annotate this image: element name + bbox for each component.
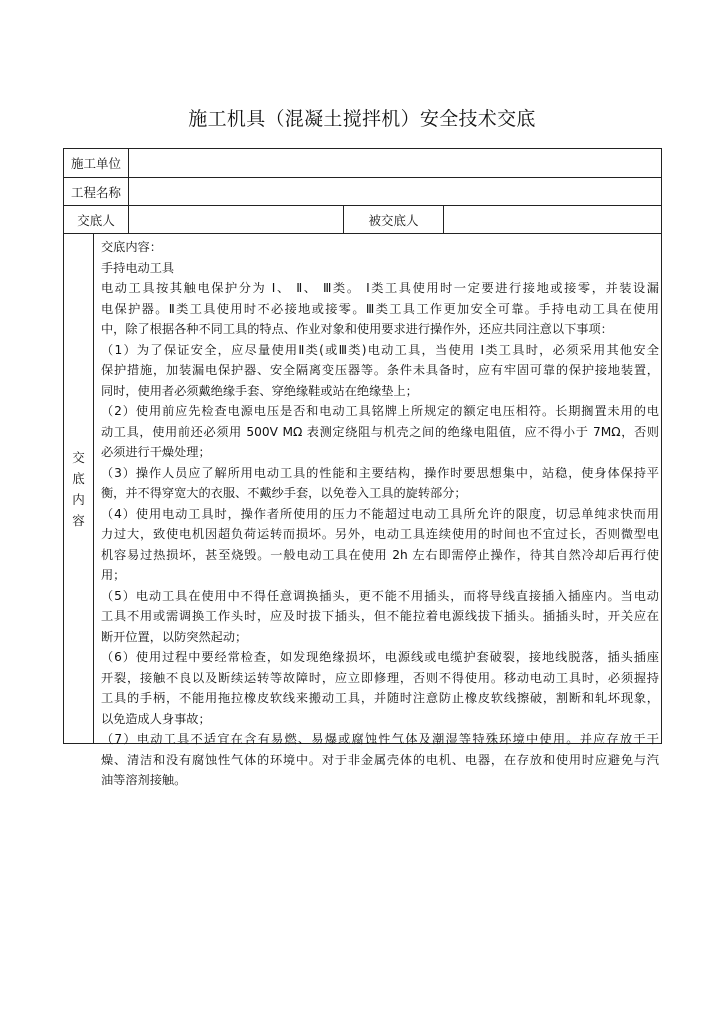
document-title: 施工机具（混凝土搅拌机）安全技术交底 <box>188 108 536 130</box>
content-paragraph <box>101 504 659 586</box>
discloser-row <box>64 206 661 234</box>
content-line: 工具的手柄，不能用拖拉橡皮软线来搬动工具，并随时注意防止橡皮软线擦破，割断和轧坏现象， <box>101 691 659 705</box>
content-line: 开裂，接触不良以及断续运转等故障时，应立即修理，否则不得使用。移动电动工具时，必须握持 <box>101 670 659 685</box>
content-line: 中，除了根据各种不同工具的特点、作业对象和使用要求进行操作外，还应共同注意以下事项： <box>101 322 613 336</box>
construction-unit-field[interactable] <box>129 149 661 177</box>
project-name-field[interactable] <box>129 178 661 205</box>
content-paragraph <box>101 586 659 648</box>
content-line: （3）操作人员应了解所用电动工具的性能和主要结构，操作时要思想集中，站稳，使身体保持平 <box>101 465 659 480</box>
content-paragraph <box>101 340 659 402</box>
content-line: 用； <box>101 568 126 582</box>
construction-unit-row <box>64 149 661 178</box>
content-line: （5）电动工具在使用中不得任意调换插头，更不能不用插头，而将导线直接插入插座内。当电动 <box>101 588 659 603</box>
content-line: 电保护器。Ⅱ类工具使用时不必接地或接零。Ⅲ类工具工作更加安全可靠。手持电动工具在使用 <box>101 301 659 316</box>
content-line: 油等溶剂接触。 <box>101 773 187 787</box>
content-line: 以免造成人身事故； <box>101 711 211 726</box>
construction-unit-label: 施工单位 <box>64 149 129 177</box>
content-line: 动工具，使用前还必须用 500V MΩ 表测定绕阻与机壳之间的绝缘电阻值，应不得小于 7MΩ，否则 <box>101 424 659 439</box>
content-line: 交底内容： <box>101 240 162 254</box>
content-line: （4）使用电动工具时，操作者所使用的压力不能超过电动工具所允许的限度，切忌单纯求快而用 <box>101 506 659 521</box>
content-paragraph <box>101 647 659 729</box>
content-line: 燥、清洁和没有腐蚀性气体的环境中。对于非金属壳体的电机、电器，在存放和使用时应避免与汽 <box>101 752 659 767</box>
side-char: 内 <box>72 491 85 507</box>
disclosure-content-side-label <box>64 234 94 743</box>
content-line: 同时，使用者必须戴绝缘手套、穿绝缘鞋或站在绝缘垫上； <box>101 383 418 398</box>
side-char: 容 <box>72 512 85 528</box>
content-paragraph <box>101 258 659 279</box>
content-line: （1）为了保证安全，应尽量使用Ⅱ类(或Ⅲ类)电动工具，当使用 Ⅰ类工具时，必须采用其他安全 <box>101 342 659 357</box>
content-line: 力过大，致使电机因超负荷运转而损坏。另外，电动工具连续使用的时间也不宜过长，否则微型电 <box>101 527 659 541</box>
content-paragraph <box>101 729 659 791</box>
side-char: 底 <box>72 470 85 486</box>
disclosure-content <box>101 237 659 791</box>
disclosure-table <box>63 148 662 787</box>
discloser-label: 交底人 <box>64 206 129 233</box>
content-line: （7）电动工具不适宜在含有易燃、易爆或腐蚀性气体及潮湿等特殊环境中使用。并应存放于干 <box>101 732 659 746</box>
content-line: 工具不用或需调换工作头时，应及时拔下插头，但不能拉着电源线拔下插头。插插头时，开关应在 <box>101 609 659 623</box>
side-char: 交 <box>72 449 85 465</box>
content-line: 断开位置，以防突然起动； <box>101 629 248 644</box>
project-name-row <box>64 178 661 206</box>
content-line: 电动工具按其触电保护分为 Ⅰ、 Ⅱ、 Ⅲ类。 Ⅰ类工具使用时一定要进行接地或接零，并装设漏 <box>101 281 659 295</box>
content-line: （2）使用前应先检查电源电压是否和电动工具铭牌上所规定的额定电压相符。长期搁置未用的电 <box>101 404 659 418</box>
content-line: （6）使用过程中要经常检查，如发现绝缘损坏，电源线或电缆护套破裂，接地线脱落，插头插座 <box>101 650 659 664</box>
content-line: 必须进行干燥处理； <box>101 445 211 459</box>
content-paragraph <box>101 278 659 340</box>
content-line: 机容易过热损坏，甚至烧毁。一般电动工具在使用 2h 左右即需停止操作，待其自然冷却后再行使 <box>101 547 659 562</box>
content-paragraph <box>101 401 659 463</box>
project-name-label: 工程名称 <box>64 178 129 205</box>
recipient-label: 被交底人 <box>343 206 444 233</box>
content-line: 衡，并不得穿宽大的衣服、不戴纱手套，以免卷入工具的旋转部分； <box>101 486 467 500</box>
recipient-field[interactable] <box>443 206 661 233</box>
content-line: 手持电动工具 <box>101 260 175 275</box>
content-line: 保护措施，加装漏电保护器、安全隔离变压器等。条件未具备时，应有牢固可靠的保护接地装置， <box>101 363 659 377</box>
discloser-field[interactable] <box>129 206 347 233</box>
content-paragraph <box>101 237 659 258</box>
content-paragraph <box>101 463 659 504</box>
